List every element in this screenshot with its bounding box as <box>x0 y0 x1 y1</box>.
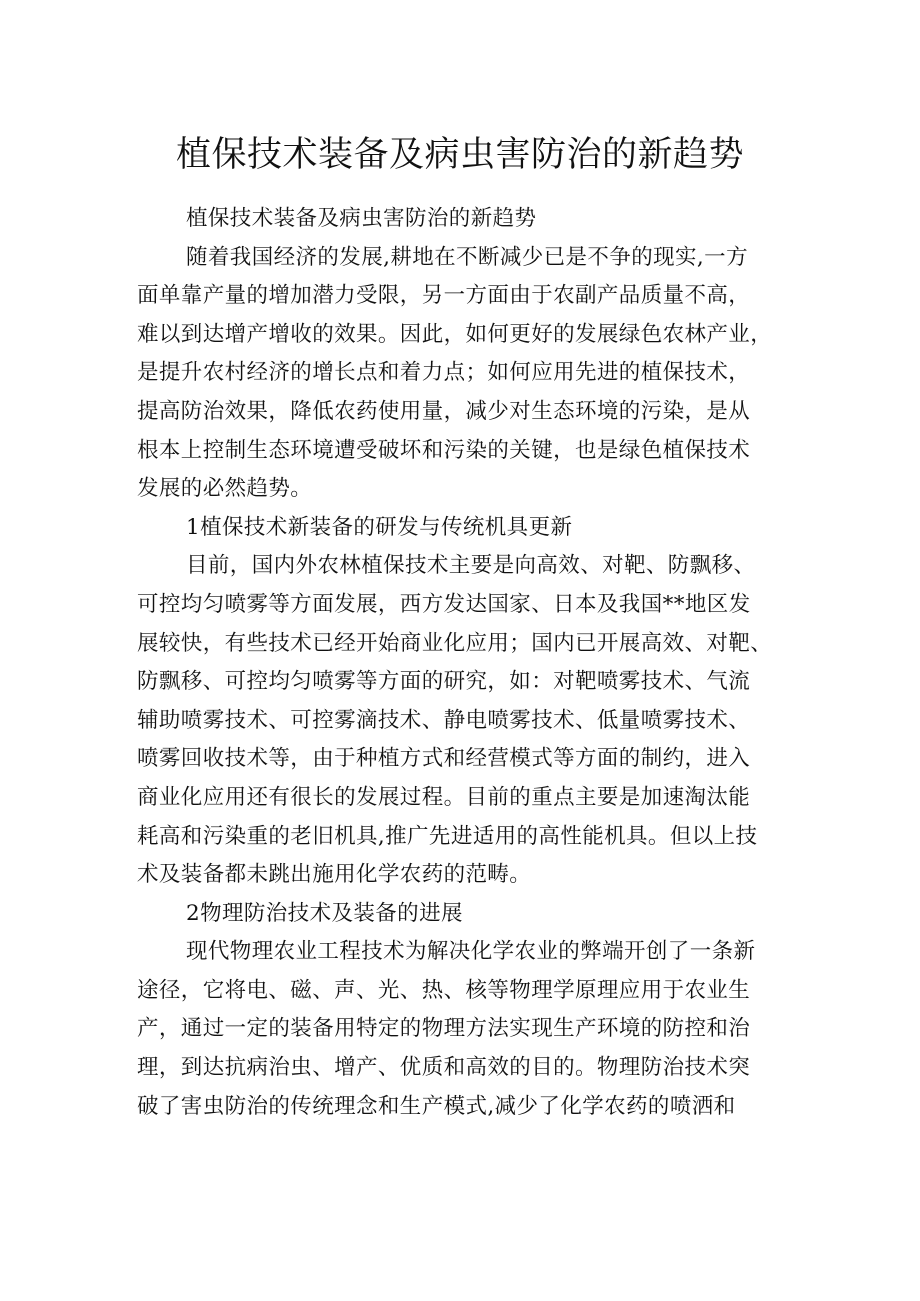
text-line: 产，通过一定的装备用特定的物理方法实现生产环境的防控和治 <box>137 1016 751 1042</box>
text-line: 现代物理农业工程技术为解决化学农业的弊端开创了一条新 <box>186 939 756 965</box>
text-line: 植保技术装备及病虫害防治的新趋势 <box>186 206 537 231</box>
text-line: 2物理防治技术及装备的进展 <box>186 900 463 926</box>
text-line: 商业化应用还有很长的发展过程。目前的重点主要是加速淘汰能 <box>137 784 751 810</box>
text-line: 喷雾回收技术等，由于种植方式和经营模式等方面的制约，进入 <box>137 746 751 772</box>
text-line: 辅助喷雾技术、可控雾滴技术、静电喷雾技术、低量喷雾技术、 <box>137 707 751 733</box>
text-line: 面单靠产量的增加潜力受限，另一方面由于农副产品质量不高， <box>137 283 751 309</box>
document-body <box>137 200 792 1126</box>
text-line: 术及装备都未跳出施用化学农药的范畴。 <box>137 862 532 888</box>
text-line: 耗高和污染重的老旧机具,推广先进适用的高性能机具。但以上技 <box>137 823 758 849</box>
text-line: 提高防治效果，降低农药使用量，减少对生态环境的污染，是从 <box>137 398 751 424</box>
text-line: 随着我国经济的发展,耕地在不断减少已是不争的现实,一方 <box>186 244 748 270</box>
text-line: 破了害虫防治的传统理念和生产模式,减少了化学农药的喷洒和 <box>137 1093 736 1119</box>
text-line: 可控均匀喷雾等方面发展，西方发达国家、日本及我国**地区发 <box>137 591 751 617</box>
text-line: 1植保技术新装备的研发与传统机具更新 <box>186 514 573 540</box>
text-line: 难以到达增产增收的效果。因此，如何更好的发展绿色农林产业， <box>137 321 773 347</box>
text-line: 途径，它将电、磁、声、光、热、核等物理学原理应用于农业生 <box>137 977 751 1003</box>
text-line: 是提升农村经济的增长点和着力点；如何应用先进的植保技术， <box>137 360 751 386</box>
text-line: 展较快，有些技术已经开始商业化应用；国内已开展高效、对靶、 <box>137 630 773 656</box>
text-line: 根本上控制生态环境遭受破坏和污染的关键，也是绿色植保技术 <box>137 437 751 463</box>
text-line: 目前，国内外农林植保技术主要是向高效、对靶、防飘移、 <box>186 553 756 579</box>
text-line: 发展的必然趋势。 <box>137 476 313 502</box>
text-line: 理，到达抗病治虫、增产、优质和高效的目的。物理防治技术突 <box>137 1055 751 1081</box>
text-line: 防飘移、可控均匀喷雾等方面的研究，如：对靶喷雾技术、气流 <box>137 669 751 695</box>
document-title: 植保技术装备及病虫害防治的新趋势 <box>175 135 744 175</box>
